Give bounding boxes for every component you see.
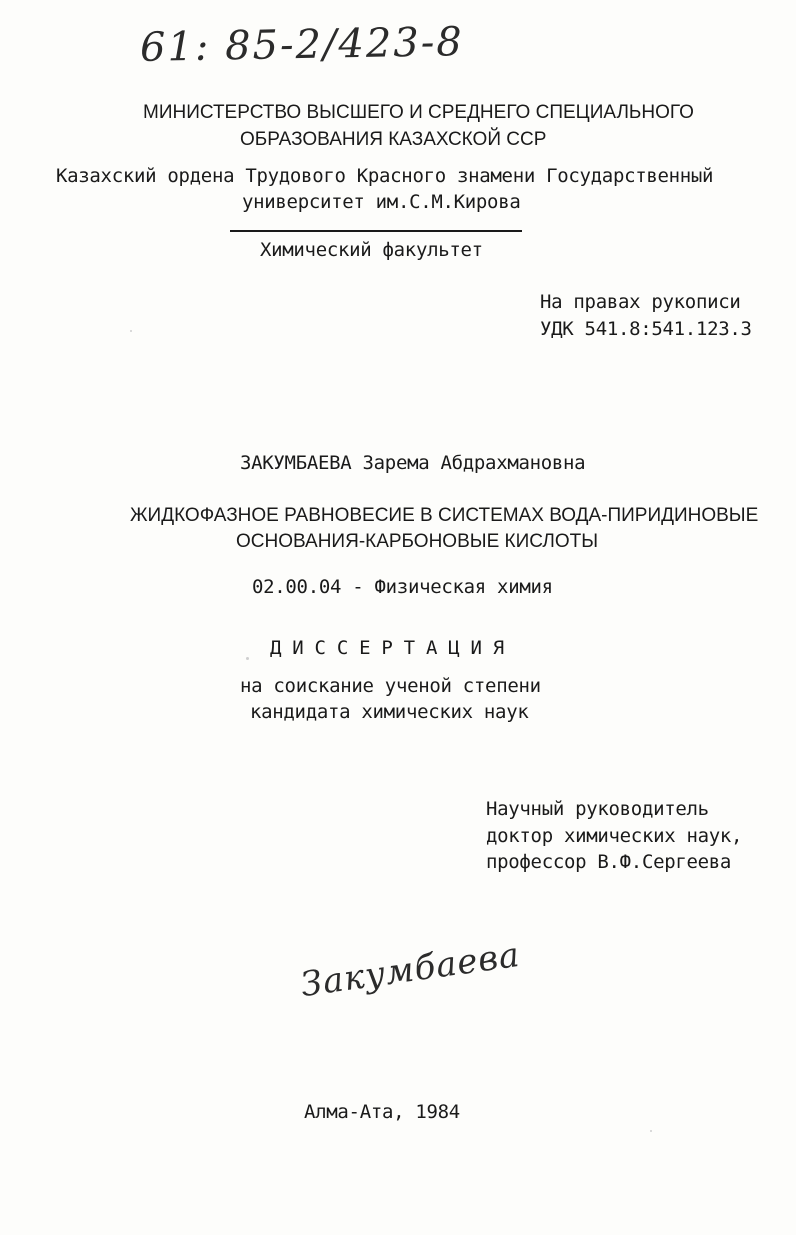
work-type: Д И С С Е Р Т А Ц И Я [270, 637, 504, 659]
divider-rule [230, 230, 522, 232]
supervisor-line-2: доктор химических наук, [486, 825, 743, 847]
university-line-2: университет им.С.М.Кирова [242, 191, 521, 213]
manuscript-rights: На правах рукописи [540, 291, 741, 313]
faculty: Химический факультет [260, 239, 483, 261]
university-line-1: Казахский ордена Трудового Красного знамени Государственный [56, 165, 714, 187]
specialty-code: 02.00.04 - Физическая химия [252, 576, 553, 598]
scan-speck [246, 657, 249, 660]
ministry-line-2: ОБРАЗОВАНИЯ КАЗАХСКОЙ ССР [240, 129, 547, 150]
degree-line-1: на соискание ученой степени [240, 675, 541, 697]
udk-code: УДК 541.8:541.123.3 [540, 318, 752, 340]
author-signature: Закумбаева [298, 934, 523, 1006]
place-and-year: Алма-Ата, 1984 [304, 1101, 460, 1123]
dissertation-title-line-1: ЖИДКОФАЗНОЕ РАВНОВЕСИЕ В СИСТЕМАХ ВОДА-ПИРИДИНОВЫЕ [130, 505, 759, 526]
ministry-line-1: МИНИСТЕРСТВО ВЫСШЕГО И СРЕДНЕГО СПЕЦИАЛЬНОГО [143, 102, 694, 123]
degree-line-2: кандидата химических наук [250, 701, 529, 723]
author-name: ЗАКУМБАЕВА Зарема Абдрахмановна [240, 452, 586, 474]
archive-mark: 61: 85-2/423-8 [139, 19, 465, 71]
dissertation-title-line-2: ОСНОВАНИЯ-КАРБОНОВЫЕ КИСЛОТЫ [236, 531, 599, 552]
scan-speck [130, 330, 132, 332]
supervisor-line-1: Научный руководитель [486, 798, 709, 820]
supervisor-line-3: профессор В.Ф.Сергеева [486, 851, 732, 873]
scan-speck [650, 1130, 652, 1132]
